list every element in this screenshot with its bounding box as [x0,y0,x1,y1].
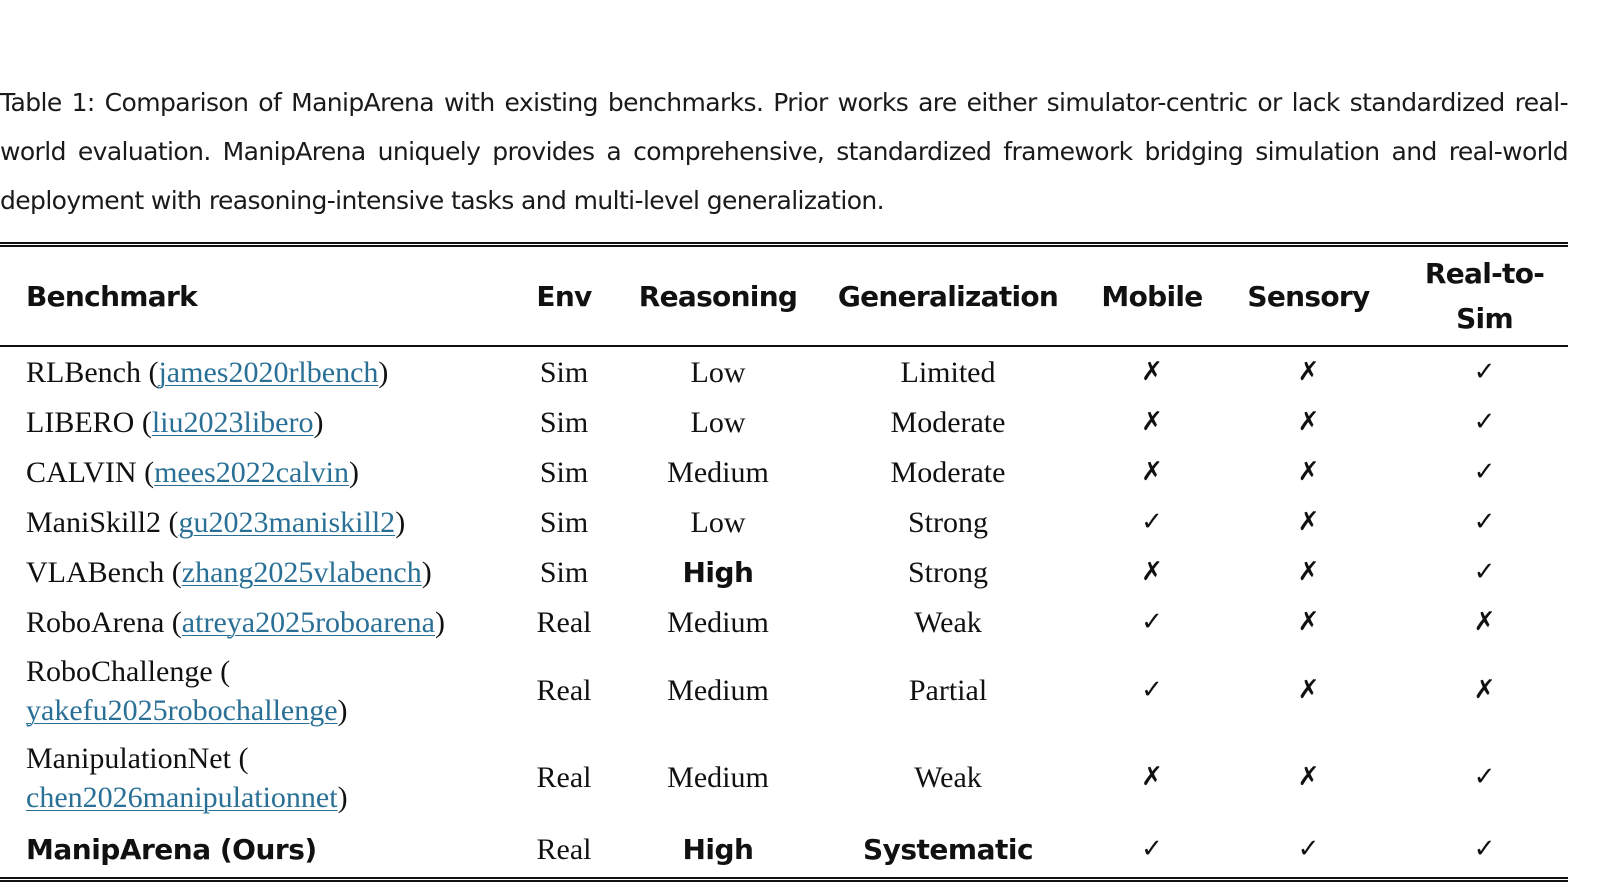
mobile-cell: ✗ [1141,556,1163,587]
citation-link[interactable]: gu2023maniskill2 [178,505,396,539]
reasoning-cell: Low [690,355,746,389]
real-to-sim-cell: ✓ [1473,556,1496,587]
benchmark-name: RoboChallenge ( [26,654,231,688]
sensory-cell: ✗ [1297,675,1320,705]
sensory-cell: ✗ [1297,606,1320,637]
benchmark-cell [0,346,500,397]
table-row [0,397,1568,447]
citation-link[interactable]: chen2026manipulationnet [26,780,338,814]
header-reasoning: Reasoning [638,279,798,313]
paren-close: ) [337,780,348,814]
mobile-cell: ✓ [1141,606,1163,637]
benchmark-cell [0,734,500,821]
citation-link[interactable]: mees2022calvin [154,455,350,489]
benchmark-cell [0,547,500,597]
benchmark-cell [0,497,500,547]
citation-link[interactable]: atreya2025roboarena [181,605,435,639]
env-cell: Sim [539,555,589,589]
sensory-cell: ✗ [1297,406,1320,437]
real-to-sim-cell: ✗ [1473,675,1496,705]
benchmark-name: ManipulationNet ( [26,741,249,775]
paren-close: ) [313,405,324,439]
benchmark-cell [0,597,500,647]
benchmark-name: LIBERO ( [26,405,152,439]
table-row [0,497,1568,547]
header-sensory: Sensory [1247,279,1370,313]
real-to-sim-cell: ✓ [1473,762,1496,792]
citation-link[interactable]: yakefu2025robochallenge [26,693,338,727]
env-cell: Sim [539,505,589,539]
paren-close: ) [435,605,445,639]
benchmark-name: CALVIN ( [26,455,155,489]
table-row [0,346,1568,397]
env-cell: Real [536,674,592,707]
reasoning-cell: High [682,555,754,589]
benchmark-cell: ManipArena (Ours) [26,832,317,866]
mobile-cell: ✓ [1141,833,1163,864]
sensory-cell: ✗ [1297,506,1320,537]
table-header-row [0,245,1568,347]
benchmark-name: RoboArena ( [26,605,182,639]
env-cell: Sim [539,455,589,489]
sensory-cell: ✓ [1297,833,1320,864]
mobile-cell: ✗ [1141,762,1163,792]
paren-close: ) [421,555,432,589]
citation-link[interactable]: liu2023libero [151,405,314,439]
table-row-ours [0,821,1568,880]
table-row [0,734,1568,821]
table-row [0,647,1568,734]
sensory-cell: ✗ [1297,556,1320,587]
table-caption: Table 1: Comparison of ManipArena with existing benchmarks. Prior works are either simulator-centric or lack standardized real-world evaluation. ManipArena uniquely provides a comprehensive, standardized framework bridging simulation and real-world deployment with reasoning-intensive tasks and multi-level generalization. [0,88,1568,215]
citation-link[interactable]: zhang2025vlabench [181,555,422,589]
sensory-cell: ✗ [1297,762,1320,792]
reasoning-cell: Medium [667,455,769,489]
sensory-cell: ✗ [1297,356,1320,387]
mobile-cell: ✗ [1141,406,1163,437]
env-cell: Real [536,832,592,866]
generalization-cell: Moderate [890,455,1006,489]
generalization-cell: Strong [907,555,988,589]
env-cell: Sim [539,355,589,389]
env-cell: Real [536,761,592,794]
header-mobile: Mobile [1101,279,1203,313]
generalization-cell: Systematic [862,832,1034,866]
reasoning-cell: Low [690,505,746,539]
generalization-cell: Partial [908,674,988,707]
table-row [0,597,1568,647]
generalization-cell: Weak [914,605,982,639]
header-real-to-sim: Real-to-Sim [1424,257,1545,335]
benchmark-name: VLABench ( [26,555,182,589]
real-to-sim-cell: ✗ [1473,606,1496,637]
sensory-cell: ✗ [1297,456,1320,487]
reasoning-cell: Medium [667,761,769,794]
generalization-cell: Strong [907,505,988,539]
comparison-table-container [0,242,1568,882]
mobile-cell: ✓ [1141,506,1163,537]
real-to-sim-cell: ✓ [1473,356,1496,387]
paren-close: ) [337,693,348,727]
benchmark-name: ManiSkill2 ( [26,505,179,539]
generalization-cell: Weak [914,761,982,794]
generalization-cell: Moderate [890,405,1006,439]
real-to-sim-cell: ✓ [1473,456,1496,487]
benchmark-cell [0,647,500,734]
paren-close: ) [395,505,406,539]
reasoning-cell: Medium [667,605,769,639]
env-cell: Real [536,605,592,639]
header-generalization: Generalization [837,279,1059,313]
mobile-cell: ✗ [1141,356,1163,387]
real-to-sim-cell: ✓ [1473,506,1496,537]
paren-close: ) [378,355,389,389]
benchmark-cell [0,397,500,447]
real-to-sim-cell: ✓ [1473,833,1496,864]
benchmark-name: RLBench ( [26,355,159,389]
mobile-cell: ✗ [1141,456,1163,487]
reasoning-cell: High [682,832,754,866]
paren-close: ) [349,455,360,489]
table-row [0,547,1568,597]
comparison-table [0,242,1568,882]
header-benchmark: Benchmark [26,279,197,313]
env-cell: Sim [539,405,589,439]
table-row [0,447,1568,497]
real-to-sim-cell: ✓ [1473,406,1496,437]
mobile-cell: ✓ [1141,675,1163,705]
citation-link[interactable]: james2020rlbench [158,355,379,389]
reasoning-cell: Low [690,405,746,439]
generalization-cell: Limited [900,355,996,389]
header-env: Env [536,279,592,313]
benchmark-cell [0,447,500,497]
reasoning-cell: Medium [667,674,769,707]
